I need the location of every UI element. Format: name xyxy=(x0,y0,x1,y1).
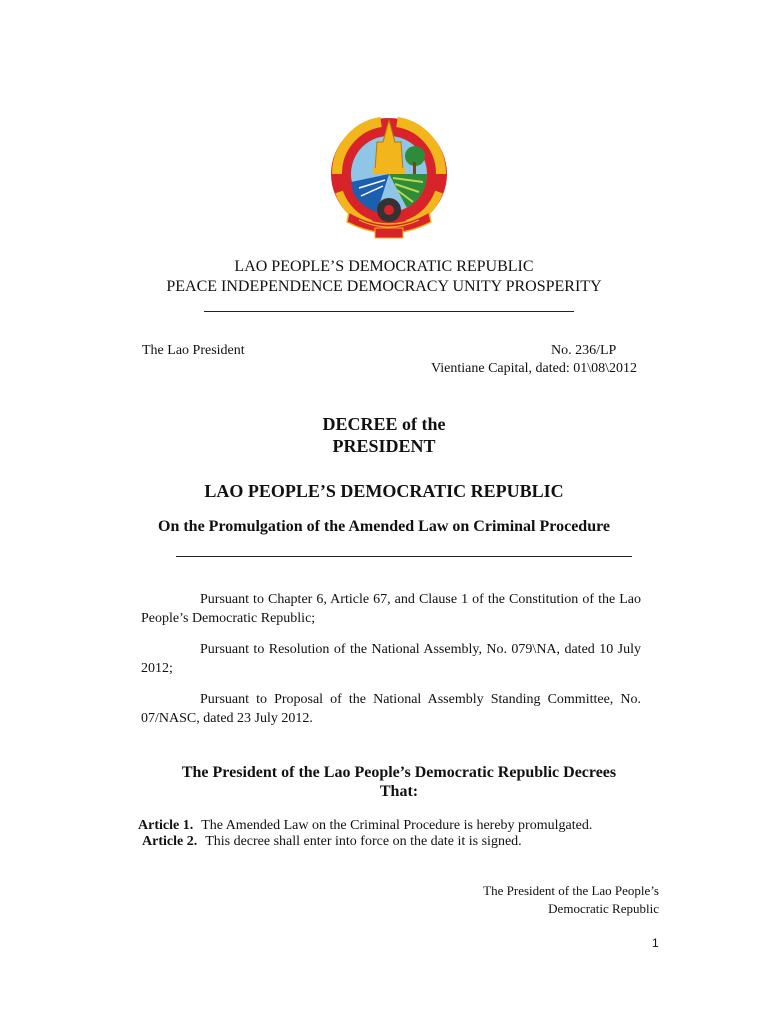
article-1 xyxy=(138,818,592,834)
decrees-heading-line-1: The President of the Lao People’s Democratic Republic Decrees xyxy=(181,764,617,781)
preamble-paragraph: Pursuant to Chapter 6, Article 67, and Clause 1 of the Constitution of the Lao People’s Democratic Republic; xyxy=(141,592,641,626)
header-motto: PEACE INDEPENDENCE DEMOCRACY UNITY PROSPERITY xyxy=(166,278,602,295)
header-country: LAO PEOPLE’S DEMOCRATIC REPUBLIC xyxy=(234,258,534,275)
title-subject: On the Promulgation of the Amended Law on Criminal Procedure xyxy=(158,518,610,535)
article-label: Article 1. xyxy=(138,818,194,833)
title-divider xyxy=(176,556,632,557)
article-text: This decree shall enter into force on the date it is signed. xyxy=(205,834,522,849)
title-line-2: PRESIDENT xyxy=(332,436,436,456)
preamble-paragraph: Pursuant to Resolution of the National Assembly, No. 079\NA, dated 10 July 2012; xyxy=(141,642,641,676)
preamble-paragraph: Pursuant to Proposal of the National Assembly Standing Committee, No. 07/NASC, dated 23 July 2012. xyxy=(141,692,641,726)
lao-national-emblem-icon xyxy=(319,112,459,242)
decrees-heading-line-2: That: xyxy=(379,783,419,800)
signature-line-1: The President of the Lao People’s xyxy=(483,883,659,898)
signature-line-2: Democratic Republic xyxy=(548,901,659,916)
article-2 xyxy=(142,834,522,850)
page-number: 1 xyxy=(652,936,659,950)
header-divider xyxy=(204,311,574,312)
decree-date: Vientiane Capital, dated: 01\08\2012 xyxy=(431,361,638,376)
title-line-1: DECREE of the xyxy=(322,414,446,434)
article-label: Article 2. xyxy=(142,834,198,849)
title-republic: LAO PEOPLE’S DEMOCRATIC REPUBLIC xyxy=(204,481,564,501)
issuer-label: The Lao President xyxy=(142,343,245,358)
decree-number: No. 236/LP xyxy=(551,343,617,358)
article-text: The Amended Law on the Criminal Procedure is hereby promulgated. xyxy=(201,818,593,833)
